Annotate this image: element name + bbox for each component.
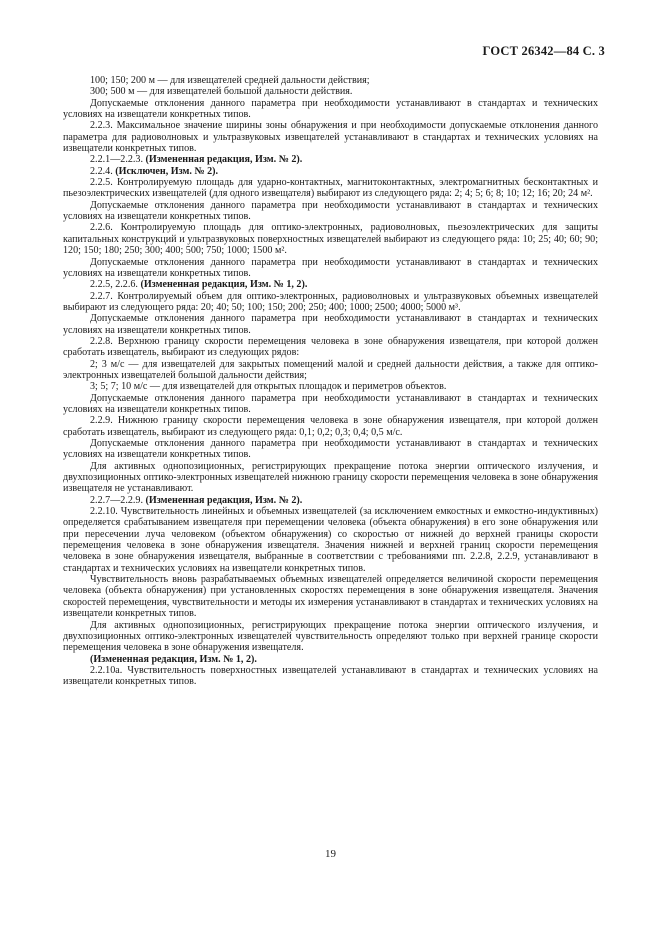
- page-header: ГОСТ 26342—84 С. 3: [482, 44, 605, 58]
- paragraph-text: 2.2.9. Нижнюю границу скорости перемещения человека в зоне обнаружения извещателя, при которой должен сработать извещатель, выбирают из следующего ряда: 0,1; 0,2; 0,3; 0,4; 0,5 м/с.: [63, 415, 598, 438]
- paragraph-text: 2.2.1—2.2.3.: [90, 154, 146, 166]
- paragraph: [63, 393, 598, 416]
- paragraph: [63, 279, 598, 290]
- paragraph-text: 2.2.10. Чувствительность линейных и объемных извещателей (за исключением емкостных и емкостно-индуктивных) определяется срабатыванием извещателя при перемещении человека (объекта обнаружения) в его зоне обнаружения или при пересечении луча человеком (объектом обнаружения) со скоростью от нижней до верхней границы скорости перемещения человека в зоне обнаружения извещателя. Значения нижней и верхней границ скорости перемещения человека в зоне обнаружения извещателя, выбранные в соответствии с требованиями пп. 2.2.8, 2.2.9, устанавливают в стандартах и технических условиях на извещатели конкретных типов.: [63, 506, 598, 574]
- paragraph: [63, 98, 598, 121]
- paragraph-text: 2.2.7—2.2.9.: [90, 494, 146, 506]
- paragraph-text: 3; 5; 7; 10 м/с — для извещателей для открытых площадок и периметров объектов.: [90, 381, 447, 393]
- paragraph: [63, 665, 598, 688]
- paragraph-text: 2.2.10а. Чувствительность поверхностных извещателей устанавливают в стандартах и технических условиях на извещатели конкретных типов.: [63, 664, 598, 688]
- paragraph: [63, 120, 598, 154]
- paragraph: [63, 257, 598, 280]
- paragraph: [63, 222, 598, 256]
- paragraph: [63, 415, 598, 438]
- paragraph: [63, 461, 598, 495]
- paragraph-text: Чувствительность вновь разрабатываемых объемных извещателей определяется величиной скорости перемещения человека (объекта обнаружения) при установленных скоростях перемещения в зоне обнаружения извещателя. Значения скоростей перемещения, чувствительности и методы их измерения устанавливают в стандартах и технических условиях на извещатели конкретных типов.: [63, 574, 598, 620]
- paragraph: [63, 438, 598, 461]
- paragraph-text: 2; 3 м/с — для извещателей для закрытых помещений малой и средней дальности действия, а также для оптико-электронных извещателей большой дальности действия;: [63, 358, 598, 381]
- paragraph: [63, 336, 598, 359]
- page-number: 19: [325, 848, 336, 860]
- paragraph-text: Допускаемые отклонения данного параметра при необходимости устанавливают в стандартах и технических условиях на извещатели конкретных типов.: [63, 256, 598, 279]
- paragraph: [63, 359, 598, 382]
- paragraph-text: Допускаемые отклонения данного параметра при необходимости устанавливают в стандартах и технических условиях на извещатели конкретных типов.: [63, 97, 598, 121]
- amendment-note: (Исключен, Изм. № 2).: [115, 165, 219, 177]
- paragraph-text: 300; 500 м — для извещателей большой дальности действия.: [90, 86, 353, 98]
- amendment-note: (Измененная редакция, Изм. № 2).: [145, 154, 303, 166]
- amendment-note: (Измененная редакция, Изм. № 1, 2).: [90, 653, 257, 665]
- paragraph-text: 2.2.4.: [90, 165, 116, 177]
- paragraph: [63, 200, 598, 223]
- paragraph-text: 100; 150; 200 м — для извещателей средней дальности действия;: [90, 75, 370, 86]
- paragraph-text: Для активных однопозиционных, регистрирующих прекращение потока энергии оптического излучения, и двухпозиционных оптико-электронных извещателей чувствительность определяют только при верхней границе скорости перемещения человека в зоне обнаружения извещателя.: [63, 619, 598, 654]
- paragraph: [63, 381, 598, 392]
- amendment-note: (Измененная редакция, Изм. № 1, 2).: [140, 279, 308, 291]
- paragraph: [63, 291, 598, 314]
- paragraph-text: Допускаемые отклонения данного параметра при необходимости устанавливают в стандартах и технических условиях на извещатели конкретных типов.: [63, 313, 598, 336]
- paragraph: [63, 86, 598, 97]
- paragraph-text: Допускаемые отклонения данного параметра при необходимости устанавливают в стандартах и технических условиях на извещатели конкретных типов.: [63, 199, 598, 223]
- paragraph: [63, 654, 598, 665]
- paragraph: [63, 154, 598, 165]
- paragraph: [63, 313, 598, 336]
- paragraph-text: Допускаемые отклонения данного параметра при необходимости устанавливают в стандартах и технических условиях на извещатели конкретных типов.: [63, 438, 598, 461]
- paragraph-text: 2.2.5. Контролируемую площадь для ударно-контактных, магнитоконтактных, электромагнитных бесконтактных и пьезоэлектрических извещателей (для одного извещателя) выбирают из следующего ряда: 2; 4; 5; 6; 8; 10; 12; 16; 20; 24 м².: [63, 177, 598, 200]
- paragraph: [63, 620, 598, 654]
- paragraph: [63, 177, 598, 200]
- paragraph-text: 2.2.8. Верхнюю границу скорости перемещения человека в зоне обнаружения извещателя, при которой должен сработать извещатель, выбирают из следующих рядов:: [63, 335, 598, 359]
- paragraph: [63, 75, 598, 86]
- paragraph: [63, 495, 598, 506]
- paragraph: [63, 574, 598, 619]
- amendment-note: (Измененная редакция, Изм. № 2).: [145, 494, 303, 506]
- paragraph-text: 2.2.7. Контролируемый объем для оптико-электронных, радиоволновых и ультразвуковых объемных извещателей выбирают из следующего ряда: 20; 40; 50; 100; 150; 200; 250; 400; 1000; 2500; 4000; 5000 м³.: [63, 290, 598, 313]
- paragraph-text: Для активных однопозиционных, регистрирующих прекращение потока энергии оптического излучения, и двухпозиционных оптико-электронных извещателей нижнюю границу скорости перемещения человека в зоне обнаружения извещателя не устанавливают.: [63, 460, 598, 495]
- paragraph-text: 2.2.3. Максимальное значение ширины зоны обнаружения и при необходимости допускаемые отклонения данного параметра для радиоволновых и ультразвуковых извещателей устанавливают в стандартах и технических условиях на извещатели конкретных типов.: [63, 120, 598, 155]
- paragraph: [63, 506, 598, 574]
- document-body: [63, 75, 598, 688]
- paragraph-text: Допускаемые отклонения данного параметра при необходимости устанавливают в стандартах и технических условиях на извещатели конкретных типов.: [63, 392, 598, 415]
- paragraph-text: 2.2.5, 2.2.6.: [90, 279, 141, 291]
- paragraph: [63, 166, 598, 177]
- paragraph-text: 2.2.6. Контролируемую площадь для оптико-электронных, радиоволновых, пьезоэлектрических для защиты капитальных конструкций и ультразвуковых поверхностных извещателей выбирают из следующего ряда: 10; 25; 40; 60; 90; 120; 150; 180; 250; 300; 400; 500; 750; 1000; 1500 м².: [63, 222, 598, 257]
